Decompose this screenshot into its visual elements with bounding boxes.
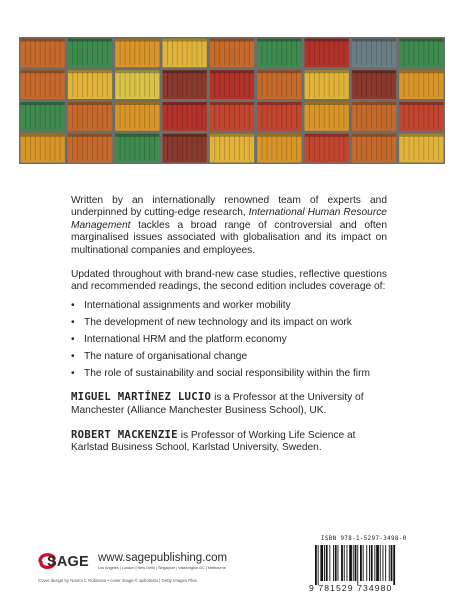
- bullet-icon: •: [71, 367, 75, 379]
- barcode-bar: [389, 545, 390, 581]
- barcode-bar: [349, 545, 352, 581]
- barcode-bar: [326, 545, 328, 581]
- barcode-bar: [344, 545, 345, 581]
- shipping-container: [68, 39, 112, 68]
- bullet-icon: •: [71, 333, 75, 345]
- barcode-bar: [357, 545, 358, 585]
- barcode-icon: [313, 545, 425, 585]
- back-cover-blurb: [71, 195, 387, 467]
- shipping-container: [210, 134, 254, 163]
- barcode-bar: [380, 545, 381, 581]
- barcode-bar: [369, 545, 370, 581]
- shipping-container: [68, 102, 112, 131]
- barcode-bar: [391, 545, 393, 581]
- barcode-bar: [329, 545, 330, 581]
- coverage-item-text: The development of new technology and its impact on work: [84, 316, 352, 328]
- shipping-container: [210, 39, 254, 68]
- shipping-container: [352, 70, 396, 99]
- shipping-container: [352, 102, 396, 131]
- shipping-container: [305, 70, 349, 99]
- coverage-item: [71, 368, 387, 380]
- bullet-icon: •: [71, 299, 75, 311]
- barcode-bar: [363, 545, 364, 581]
- isbn-barcode: [305, 536, 435, 594]
- shipping-container: [21, 70, 65, 99]
- publisher-block: [28, 549, 268, 593]
- cover-credits: Cover design by Naomi C Robinson • cover image © aphotostu | Getty Images Plus: [38, 578, 197, 583]
- barcode-bar: [324, 545, 325, 581]
- shipping-container: [163, 70, 207, 99]
- author-bio-text: is a Professor at the University of Manchester (Alliance Manchester Business School), UK.: [71, 392, 364, 416]
- shipping-container: [115, 134, 159, 163]
- barcode-bar: [335, 545, 337, 581]
- barcode-bar: [353, 545, 354, 581]
- shipping-container: [21, 102, 65, 131]
- shipping-container: [21, 134, 65, 163]
- shipping-container: [163, 39, 207, 68]
- barcode-bar: [341, 545, 343, 581]
- shipping-container: [257, 102, 301, 131]
- coverage-item: [71, 334, 387, 346]
- barcode-bar: [360, 545, 362, 581]
- bullet-icon: •: [71, 316, 75, 328]
- barcode-bar: [338, 545, 339, 581]
- shipping-container: [210, 102, 254, 131]
- coverage-item: [71, 300, 387, 312]
- cover-image-shipping-containers: [19, 37, 445, 164]
- coverage-intro-paragraph: Updated throughout with brand-new case studies, reflective questions and recommended readings, the second edition includes coverage of:: [71, 269, 387, 293]
- shipping-container: [115, 102, 159, 131]
- author-bio-2: [71, 429, 387, 455]
- shipping-container: [257, 70, 301, 99]
- author-bio-text: is Professor of Working Life Science at Karlstad Business School, Karlstad University, Sweden.: [71, 430, 356, 454]
- barcode-digits: 9 781529 734980: [309, 583, 393, 593]
- coverage-item-text: The role of sustainability and social responsibility within the firm: [84, 367, 370, 379]
- author-bio-1: [71, 391, 387, 417]
- shipping-container: [305, 39, 349, 68]
- barcode-bar: [371, 545, 373, 581]
- barcode-bar: [355, 545, 357, 581]
- shipping-container: [352, 39, 396, 68]
- shipping-container: [68, 134, 112, 163]
- shipping-container: [399, 134, 443, 163]
- barcode-bar: [383, 545, 384, 581]
- author-name: ROBERT MACKENZIE: [71, 429, 178, 442]
- shipping-container: [21, 39, 65, 68]
- shipping-container: [210, 70, 254, 99]
- shipping-container: [305, 134, 349, 163]
- shipping-container: [68, 70, 112, 99]
- author-name: MIGUEL MARTÍNEZ LUCIO: [71, 391, 212, 404]
- shipping-container: [115, 39, 159, 68]
- shipping-container: [115, 70, 159, 99]
- barcode-bar: [347, 545, 348, 581]
- shipping-container: [305, 102, 349, 131]
- barcode-bar: [320, 545, 323, 581]
- barcode-bar: [393, 545, 395, 585]
- barcode-bar: [366, 545, 367, 581]
- isbn-text: ISBN 978-1-5297-3498-0: [321, 536, 407, 542]
- barcode-bar: [374, 545, 375, 581]
- coverage-item-text: International assignments and worker mobility: [84, 299, 291, 311]
- shipping-container: [163, 102, 207, 131]
- shipping-container: [257, 134, 301, 163]
- intro-paragraph: [71, 195, 387, 257]
- shipping-container: [399, 39, 443, 68]
- coverage-item: [71, 317, 387, 329]
- shipping-container: [399, 102, 443, 131]
- shipping-container: [257, 39, 301, 68]
- publisher-logo-text: SAGE: [47, 554, 89, 570]
- barcode-bar: [318, 545, 319, 585]
- publisher-cities: Los Angeles | London | New Delhi | Singapore | Washington DC | Melbourne: [98, 566, 226, 570]
- coverage-item-text: International HRM and the platform economy: [84, 333, 287, 345]
- coverage-item-text: The nature of organisational change: [84, 350, 248, 362]
- barcode-bar: [315, 545, 317, 585]
- shipping-container: [352, 134, 396, 163]
- barcode-bar: [385, 545, 386, 581]
- intro-text-end: tackles a broad range of controversial and often marginalised issues associated with globalisation and its impact on multinational companies and employees.: [71, 219, 387, 256]
- bullet-icon: •: [71, 350, 75, 362]
- book-title-italic: International Human Resource Management: [71, 207, 387, 231]
- coverage-item: [71, 351, 387, 363]
- barcode-bar: [376, 545, 379, 581]
- publisher-url[interactable]: www.sagepublishing.com: [98, 552, 228, 564]
- intro-text-start: Written by an internationally renowned team of experts and underpinned by cutting-edge research,: [71, 195, 387, 219]
- shipping-containers-illustration: [19, 37, 445, 164]
- shipping-container: [399, 70, 443, 99]
- shipping-container: [163, 134, 207, 163]
- coverage-list: [71, 300, 387, 380]
- barcode-bar: [333, 545, 334, 581]
